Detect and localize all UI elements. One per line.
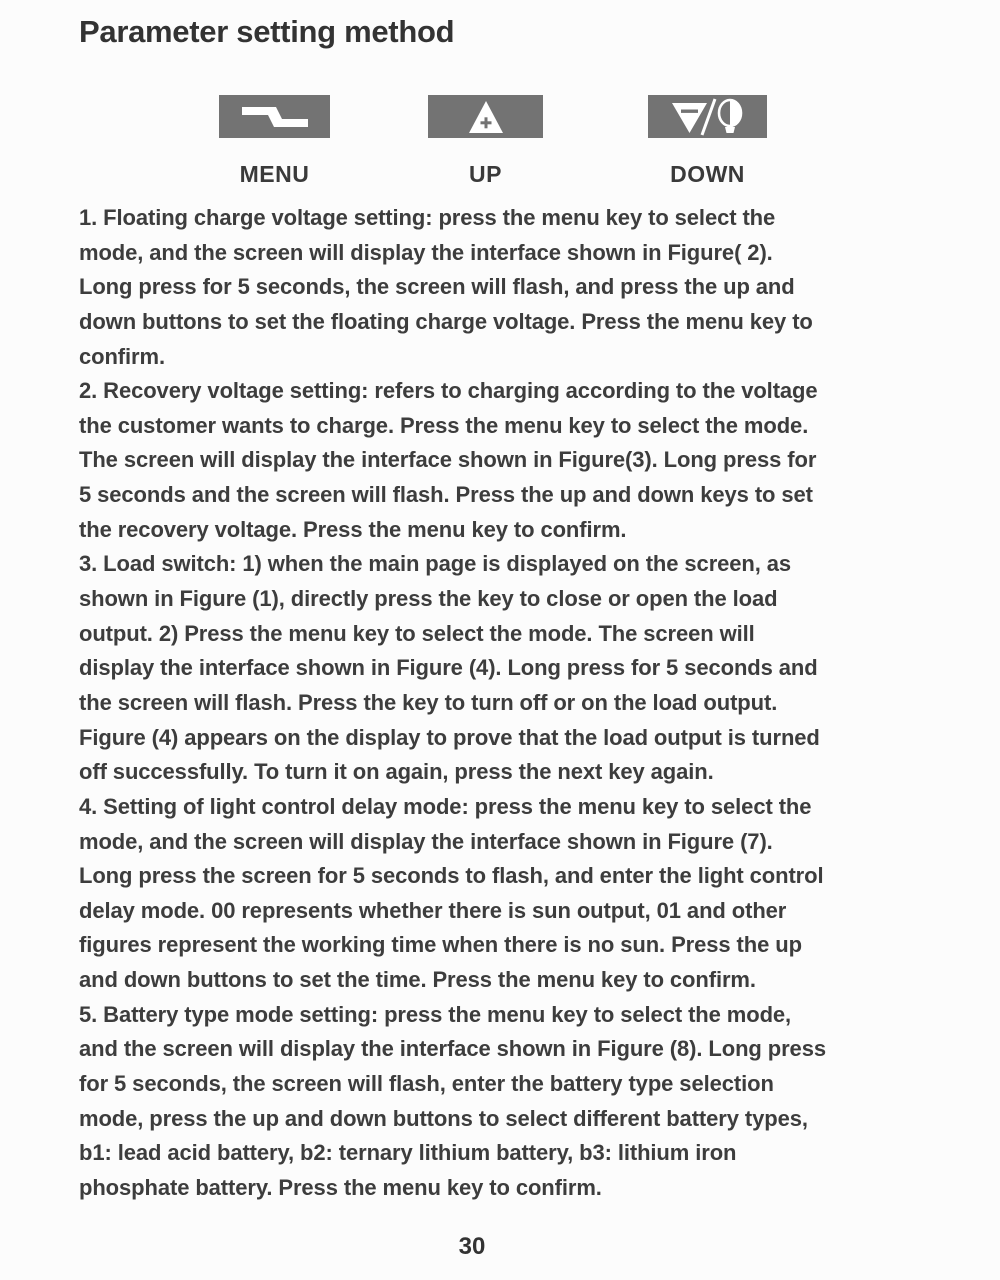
instruction-line: confirm. (79, 343, 165, 369)
instruction-line: 5. Battery type mode setting: press the menu key to select the mode, (79, 1001, 792, 1027)
instruction-line: delay mode. 00 represents whether there is sun output, 01 and other (79, 897, 787, 923)
instruction-line: Long press for 5 seconds, the screen will flash, and press the up and (79, 274, 795, 300)
up-key-icon (468, 100, 504, 134)
menu-key-group (219, 95, 330, 188)
down-key-label: DOWN (670, 161, 745, 187)
down-key-icon (671, 98, 745, 136)
instruction-line: 1. Floating charge voltage setting: press the menu key to select the (79, 205, 776, 230)
instruction-line: figures represent the working time when there is no sun. Press the up (79, 932, 802, 958)
page-title: Parameter setting method (79, 14, 455, 49)
instruction-line: the customer wants to charge. Press the menu key to select the mode. (79, 412, 809, 438)
instruction-line: 4. Setting of light control delay mode: press the menu key to select the (79, 793, 812, 819)
instruction-line: Long press the screen for 5 seconds to flash, and enter the light control (79, 863, 824, 889)
down-key-button (648, 95, 767, 138)
instruction-line: Figure (4) appears on the display to prove that the load output is turned (79, 724, 820, 750)
up-key-group (428, 95, 543, 188)
instruction-line: for 5 seconds, the screen will flash, enter the battery type selection (79, 1071, 774, 1097)
instruction-line: and down buttons to set the time. Press the menu key to confirm. (79, 967, 756, 993)
instruction-line: mode, press the up and down buttons to select different battery types, (79, 1105, 808, 1131)
instruction-line: mode, and the screen will display the interface shown in Figure( 2). (79, 239, 773, 265)
instruction-line: 5 seconds and the screen will flash. Press the up and down keys to set (79, 482, 813, 508)
menu-key-label: MENU (239, 161, 310, 187)
instruction-line: down buttons to set the floating charge voltage. Press the menu key to (79, 308, 813, 334)
instruction-line: phosphate battery. Press the menu key to confirm. (79, 1174, 602, 1200)
instruction-line: b1: lead acid battery, b2: ternary lithium battery, b3: lithium iron (79, 1140, 737, 1166)
page-number: 30 (458, 1233, 486, 1260)
up-key-label: UP (469, 161, 502, 187)
menu-key-icon (240, 106, 310, 128)
instruction-line: 3. Load switch: 1) when the main page is displayed on the screen, as (79, 551, 792, 577)
instruction-line: and the screen will display the interface shown in Figure (8). Long press (79, 1036, 826, 1062)
down-key-group (648, 95, 767, 188)
instructions-text (79, 201, 969, 1206)
instruction-line: mode, and the screen will display the interface shown in Figure (7). (79, 828, 773, 854)
instruction-line: display the interface shown in Figure (4). Long press for 5 seconds and (79, 655, 818, 681)
menu-key-button (219, 95, 330, 138)
instruction-line: the recovery voltage. Press the menu key to confirm. (79, 516, 627, 542)
instruction-line: off successfully. To turn it on again, press the next key again. (79, 759, 714, 785)
instruction-line: shown in Figure (1), directly press the key to close or open the load (79, 586, 778, 612)
instruction-line: The screen will display the interface shown in Figure(3). Long press for (79, 447, 817, 473)
up-key-button (428, 95, 543, 138)
instruction-line: the screen will flash. Press the key to turn off or on the load output. (79, 689, 778, 715)
instruction-line: output. 2) Press the menu key to select the mode. The screen will (79, 620, 755, 646)
instruction-line: 2. Recovery voltage setting: refers to charging according to the voltage (79, 378, 818, 404)
